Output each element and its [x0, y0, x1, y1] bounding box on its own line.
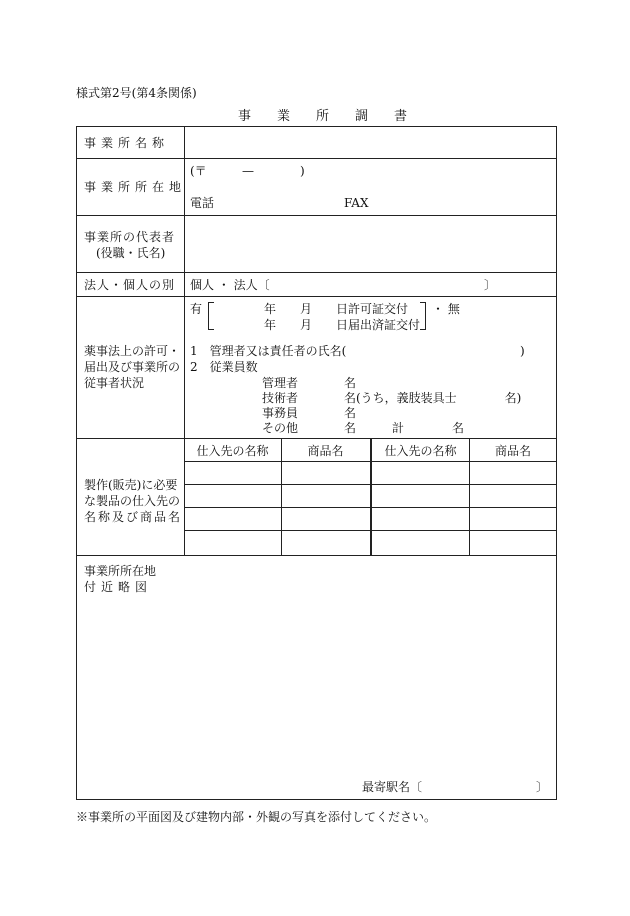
- license-yes: 有: [190, 302, 203, 316]
- supplier-header: 仕入先の名称: [384, 444, 457, 458]
- license-notice-date: 年 月 日届出済証交付: [264, 318, 421, 332]
- representative-label: 事業所の代表者: [84, 230, 176, 244]
- corp-bracket-close: 〕: [484, 278, 497, 292]
- postal-dash: —: [242, 164, 254, 178]
- license-label-line1: 薬事法上の許可・: [84, 344, 181, 358]
- manager-name-item: 1 管理者又は責任者の氏名(: [190, 344, 347, 358]
- license-bracket-left: [208, 302, 214, 330]
- map-label-line2: 付近略図: [84, 580, 153, 594]
- supplier-label-line1: 製作(販売)に必要: [84, 478, 178, 492]
- manager-name-close: ): [520, 344, 525, 358]
- map-label-line1: 事業所所在地: [84, 564, 157, 578]
- staff-role: その他: [262, 421, 299, 435]
- license-label-line3: 従事者状況: [84, 376, 145, 390]
- staff-unit: 名(うち，義肢装具士 名): [344, 391, 522, 405]
- staff-role: 技術者: [262, 391, 299, 405]
- document-title: 事業所調書: [238, 109, 434, 124]
- nearest-station-label: 最寄駅名〔: [362, 780, 423, 794]
- office-address-label: 事業所所在地: [84, 180, 187, 194]
- supplier-header: 仕入先の名称: [196, 444, 269, 458]
- office-name-label: 事業所名称: [84, 136, 170, 150]
- form-number: 様式第2号(第4条関係): [76, 86, 197, 100]
- supplier-label-line2: な製品の仕入先の: [84, 494, 181, 508]
- tel-label: 電話: [190, 196, 215, 210]
- staff-unit: 名 計 名: [344, 421, 465, 435]
- staff-count-item: 2 従業員数: [190, 360, 258, 374]
- staff-role: 事務員: [262, 406, 299, 420]
- footnote: ※事業所の平面図及び建物内部・外観の写真を添付してください。: [76, 810, 437, 824]
- license-no: ・ 無: [432, 302, 460, 316]
- corp-individual-label: 法人・個人の別: [84, 278, 176, 292]
- supplier-label-line3: 名称及び商品名: [84, 510, 183, 524]
- representative-sublabel: (役職・氏名): [96, 246, 166, 260]
- license-label-line2: 届出及び事業所の: [84, 360, 181, 374]
- staff-unit: 名: [344, 376, 357, 390]
- form-table: [76, 126, 557, 800]
- fax-label: FAX: [344, 196, 369, 210]
- product-header: 商品名: [494, 444, 531, 458]
- corp-individual-options: 個人 ・ 法人〔: [190, 278, 270, 292]
- product-header: 商品名: [307, 444, 344, 458]
- staff-unit: 名: [344, 406, 357, 420]
- license-permit-date: 年 月 日許可証交付: [264, 302, 409, 316]
- license-bracket-right: [420, 302, 426, 330]
- staff-role: 管理者: [262, 376, 299, 390]
- nearest-station-close: 〕: [536, 780, 549, 794]
- postal-close: ): [300, 164, 305, 178]
- postal-open: (〒: [190, 164, 207, 178]
